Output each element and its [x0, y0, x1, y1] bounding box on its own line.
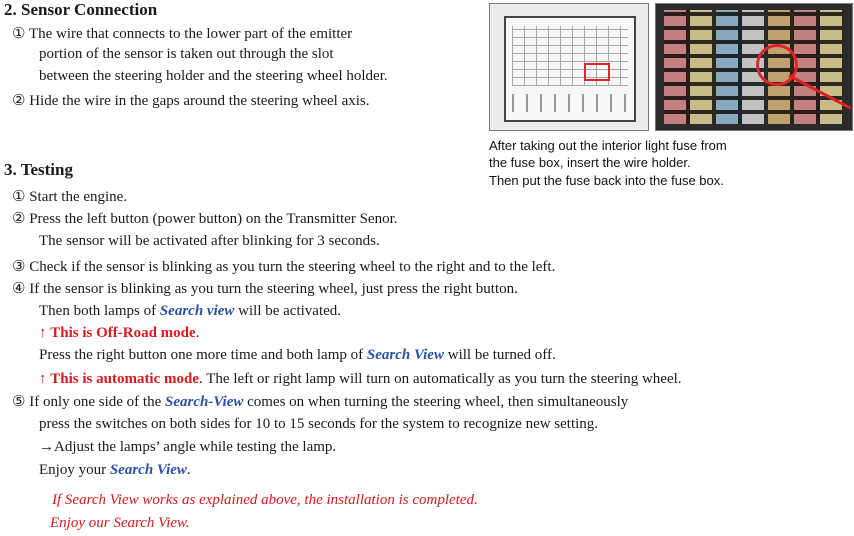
step5-prefix: If only one side of the	[29, 394, 166, 410]
press-suffix: will be turned off.	[443, 347, 556, 363]
section2-item1	[12, 25, 352, 44]
fuse-box-photo	[655, 3, 853, 131]
photo-caption-line1: After taking out the interior light fuse from	[489, 138, 727, 153]
closing-line2: Enjoy our Search View.	[50, 515, 190, 531]
section2-heading: 2. Sensor Connection	[4, 0, 158, 19]
fuse-box-diagram-photo	[489, 3, 649, 131]
item-number: ②	[12, 93, 26, 109]
step4	[12, 280, 518, 299]
closing-line1: If Search View works as explained above, the installation is completed.	[52, 492, 478, 508]
period: .	[195, 325, 200, 341]
step1	[12, 188, 127, 207]
section3-heading: 3. Testing	[4, 160, 73, 179]
step2	[12, 210, 398, 229]
step3	[12, 258, 555, 277]
step5-line2: press the switches on both sides for 10 to 15 seconds for the system to recognize new setting.	[39, 416, 599, 432]
enjoy-prefix: Enjoy your	[39, 462, 110, 478]
step-text: Press the left button (power button) on the Transmitter Senor.	[29, 211, 398, 227]
step4-then	[39, 302, 341, 321]
brand-name: Search-View	[165, 394, 244, 410]
brand-name: Search view	[159, 303, 235, 319]
press-prefix: Press the right button one more time and both lamp of	[39, 347, 367, 363]
photo-caption-line3: Then put the fuse back into the fuse box.	[489, 173, 724, 188]
brand-name: Search View	[109, 462, 187, 478]
section2-item2	[12, 92, 370, 111]
step5	[12, 393, 628, 412]
offroad-mode-label: This is Off-Road mode	[50, 325, 196, 341]
automatic-mode-text: . The left or right lamp will turn on automatically as you turn the steering wheel.	[199, 371, 682, 387]
automatic-mode-note	[39, 370, 682, 389]
highlight-circle	[756, 44, 798, 86]
then-prefix: Then both lamps of	[39, 303, 160, 319]
step-number: ①	[12, 189, 26, 205]
section2-item1-line3: between the steering holder and the steering wheel holder.	[39, 68, 388, 84]
step5-line3: →Adjust the lamps’ angle while testing the lamp.	[39, 439, 337, 455]
step4-press-again	[39, 346, 556, 365]
enjoy-suffix: .	[186, 462, 191, 478]
item-number: ①	[12, 26, 26, 42]
step-text: Check if the sensor is blinking as you turn the steering wheel to the right and to the left.	[29, 259, 556, 275]
photo-caption-line2: the fuse box, insert the wire holder.	[489, 155, 691, 170]
step-number: ④	[12, 281, 26, 297]
step5-enjoy	[39, 461, 191, 480]
up-arrow-icon: ↑	[39, 325, 47, 341]
step5-suffix: comes on when turning the steering wheel, then simultaneously	[243, 394, 629, 410]
step-text: Start the engine.	[29, 189, 128, 205]
automatic-mode-label: This is automatic mode	[50, 371, 200, 387]
up-arrow-icon: ↑	[39, 371, 47, 387]
item-text: Hide the wire in the gaps around the steering wheel axis.	[29, 93, 370, 109]
step-number: ⑤	[12, 394, 26, 410]
highlight-box	[584, 63, 610, 81]
offroad-mode-note	[39, 324, 199, 343]
brand-name: Search View	[366, 347, 444, 363]
then-suffix: will be activated.	[234, 303, 342, 319]
step-number: ③	[12, 259, 26, 275]
step-number: ②	[12, 211, 26, 227]
step2-subtext: The sensor will be activated after blinking for 3 seconds.	[39, 233, 380, 249]
section2-item1-line2: portion of the sensor is taken out through the slot	[39, 46, 334, 62]
item-text: The wire that connects to the lower part of the emitter	[28, 26, 353, 42]
step-text: If the sensor is blinking as you turn the steering wheel, just press the right button.	[29, 281, 518, 297]
